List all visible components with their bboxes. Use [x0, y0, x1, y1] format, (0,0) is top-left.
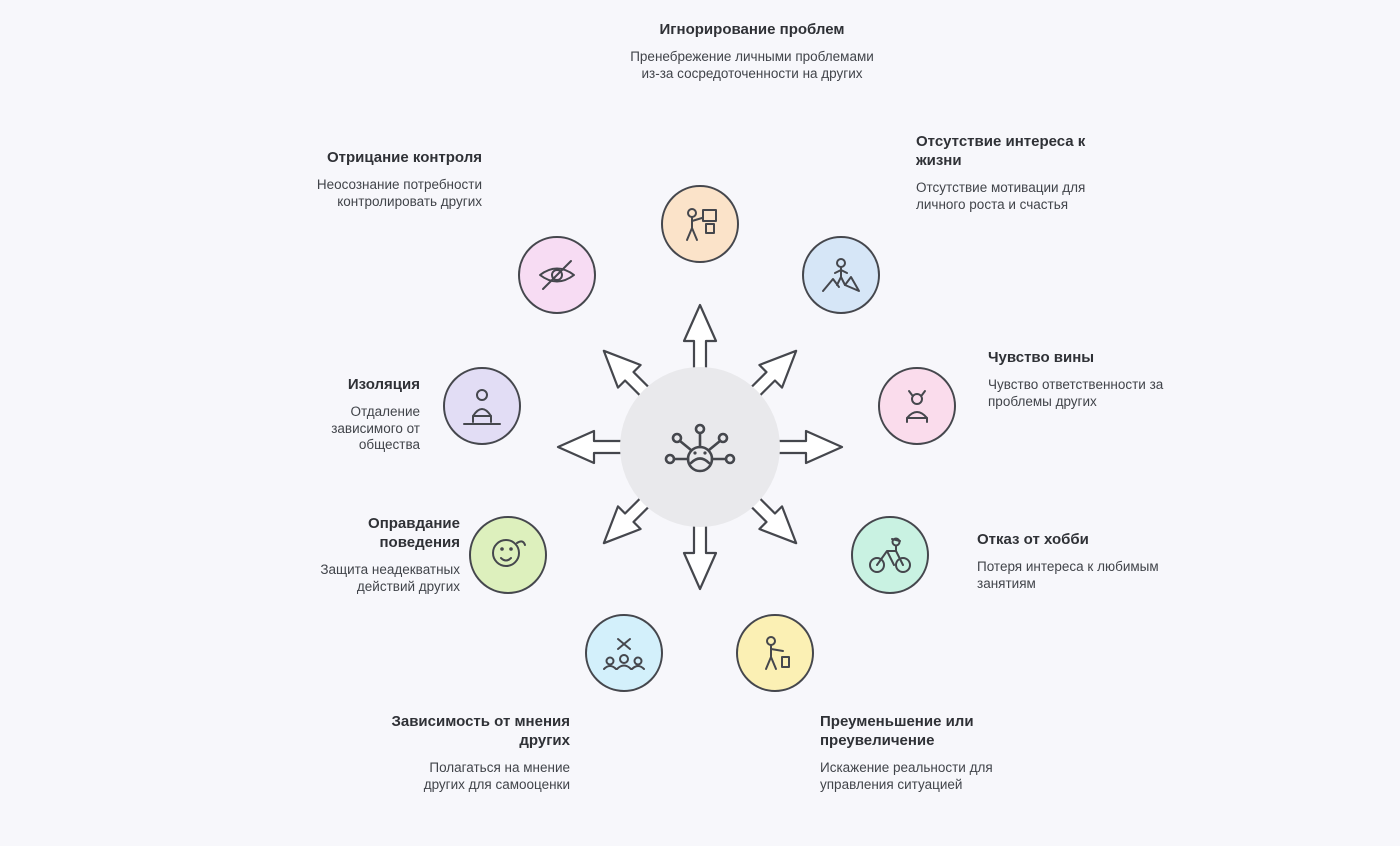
label-title: Отсутствие интереса к жизни: [916, 133, 1086, 169]
label-desc: Пренебрежение личными проблемами из-за сосредоточенности на других: [630, 49, 874, 81]
label-giving-up-hobbies: [977, 530, 1167, 592]
cyclist-icon: [866, 531, 914, 579]
person-pointing-icon: [751, 629, 799, 677]
label-desc: Неосознание потребности контролировать других: [316, 177, 482, 209]
label-desc: Потеря интереса к любимым занятиям: [977, 559, 1159, 591]
label-desc: Отсутствие мотивации для личного роста и счастья: [916, 180, 1086, 212]
crossed-out-eye-icon: [533, 251, 581, 299]
node-isolation[interactable]: [443, 367, 521, 445]
node-guilt[interactable]: [878, 367, 956, 445]
node-giving-up-hobbies[interactable]: [851, 516, 929, 594]
label-title: Отказ от хобби: [977, 531, 1089, 548]
label-minimizing-or-exaggerating: [820, 712, 1000, 793]
person-speaking-icon: [484, 531, 532, 579]
label-title: Изоляция: [347, 376, 420, 393]
label-ignoring-problems: [630, 20, 874, 82]
label-title: Оправдание поведения: [368, 515, 460, 551]
label-lack-of-interest-in-life: [916, 132, 1112, 213]
diagram-center-hub: [620, 367, 780, 527]
label-desc: Полагаться на мнение других для самооценки: [423, 760, 570, 792]
label-desc: Искажение реальности для управления ситуацией: [820, 760, 993, 792]
label-title: Зависимость от мнения других: [391, 713, 570, 749]
label-desc: Отдаление зависимого от общества: [331, 404, 420, 452]
label-title: Чувство вины: [988, 349, 1095, 366]
person-with-horns-icon: [893, 382, 941, 430]
label-dependence-on-others-opinion: [390, 712, 570, 793]
label-desc: Защита неадекватных действий других: [320, 562, 460, 594]
lonely-person-icon: [458, 382, 506, 430]
person-carrying-burden-icon: [676, 200, 724, 248]
label-title: Игнорирование проблем: [659, 21, 845, 38]
label-justifying-behavior: [300, 514, 460, 595]
label-title: Преуменьшение или преувеличение: [820, 713, 974, 749]
node-minimizing-or-exaggerating[interactable]: [736, 614, 814, 692]
node-dependence-on-others-opinion[interactable]: [585, 614, 663, 692]
stressed-person-icon: [650, 397, 750, 497]
node-denial-of-control[interactable]: [518, 236, 596, 314]
label-title: Отрицание контроля: [326, 149, 482, 166]
node-lack-of-interest-in-life[interactable]: [802, 236, 880, 314]
label-isolation: [280, 375, 420, 454]
node-justifying-behavior[interactable]: [469, 516, 547, 594]
label-desc: Чувство ответственности за проблемы других: [988, 377, 1164, 409]
person-in-mountains-icon: [817, 251, 865, 299]
label-guilt: [988, 348, 1188, 410]
label-denial-of-control: [300, 148, 482, 210]
node-ignoring-problems[interactable]: [661, 185, 739, 263]
group-of-people-icon: [600, 629, 648, 677]
